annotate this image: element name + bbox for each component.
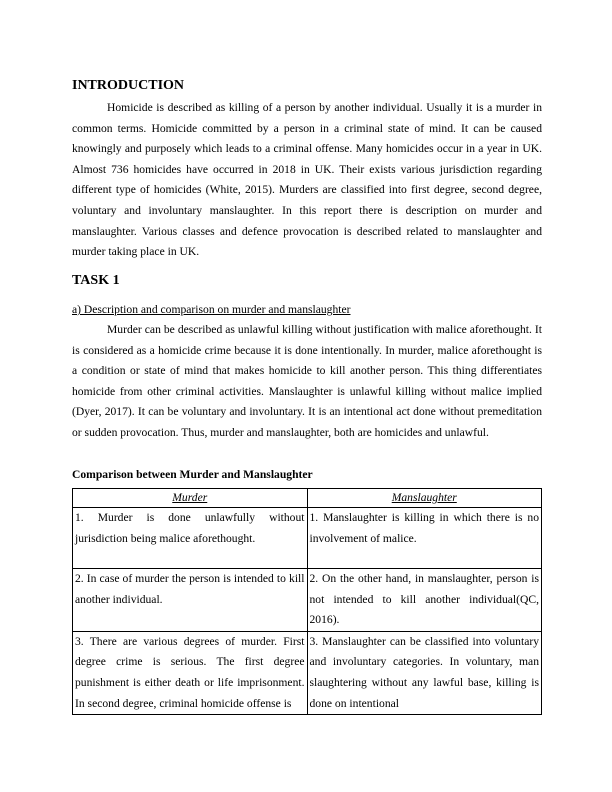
table-cell-murder: 3. There are various degrees of murder. First degree crime is serious. The first degree punishment is either death or life imprisonment. In second degree, criminal homicide offense is bbox=[73, 631, 308, 714]
column-header-murder: Murder bbox=[73, 489, 308, 508]
table-cell-manslaughter: 1. Manslaughter is killing in which there is no involvement of malice. bbox=[307, 508, 542, 569]
comparison-caption: Comparison between Murder and Manslaughter bbox=[72, 468, 313, 481]
introduction-heading: INTRODUCTION bbox=[72, 78, 185, 93]
table-cell-manslaughter: 3. Manslaughter can be classified into voluntary and involuntary categories. In voluntary, man slaughtering without any lawful base, killing is done on intentional bbox=[307, 631, 542, 714]
introduction-paragraph: Homicide is described as killing of a person by another individual. Usually it is a murder in common terms. Homicide committed by a person in a criminal state of mind. It can be caused knowingly and purposely which leads to a criminal offense. Many homicides occur in a year in UK. Almost 736 homicides have occurred in 2018 in UK. Their exists various jurisdiction regarding different type of homicides (White, 2015). Murders are classified into first degree, second degree, voluntary and involuntary manslaughter. In this report there is description on murder and manslaughter. Various classes and defence provocation is described related to manslaughter and murder taking place in UK. bbox=[72, 101, 542, 259]
task1-subheading: a) Description and comparison on murder and manslaughter bbox=[72, 303, 351, 316]
table-row bbox=[73, 508, 542, 569]
task1-paragraph: Murder can be described as unlawful killing without justification with malice aforethought. It is considered as a homicide crime because it is done intentionally. In murder, malice aforethought is a condition or state of mind that makes homicide to kill another person. This thing differentiates homicide from other criminal activities. Manslaughter is unlawful killing without malice implied (Dyer, 2017). It can be voluntary and involuntary. It is an intentional act done without premeditation or sudden provocation. Thus, murder and manslaughter, both are homicides and unlawful. bbox=[72, 323, 542, 439]
column-header-manslaughter: Manslaughter bbox=[307, 489, 542, 508]
comparison-table bbox=[72, 488, 542, 715]
table-row bbox=[73, 569, 542, 632]
table-cell-murder: 1. Murder is done unlawfully without jurisdiction being malice aforethought. bbox=[73, 508, 308, 569]
table-header-row bbox=[73, 489, 542, 508]
task1-heading: TASK 1 bbox=[72, 273, 120, 288]
table-cell-manslaughter: 2. On the other hand, in manslaughter, person is not intended to kill another individual(QC, 2016). bbox=[307, 569, 542, 632]
table-cell-murder: 2. In case of murder the person is intended to kill another individual. bbox=[73, 569, 308, 632]
table-row bbox=[73, 631, 542, 714]
